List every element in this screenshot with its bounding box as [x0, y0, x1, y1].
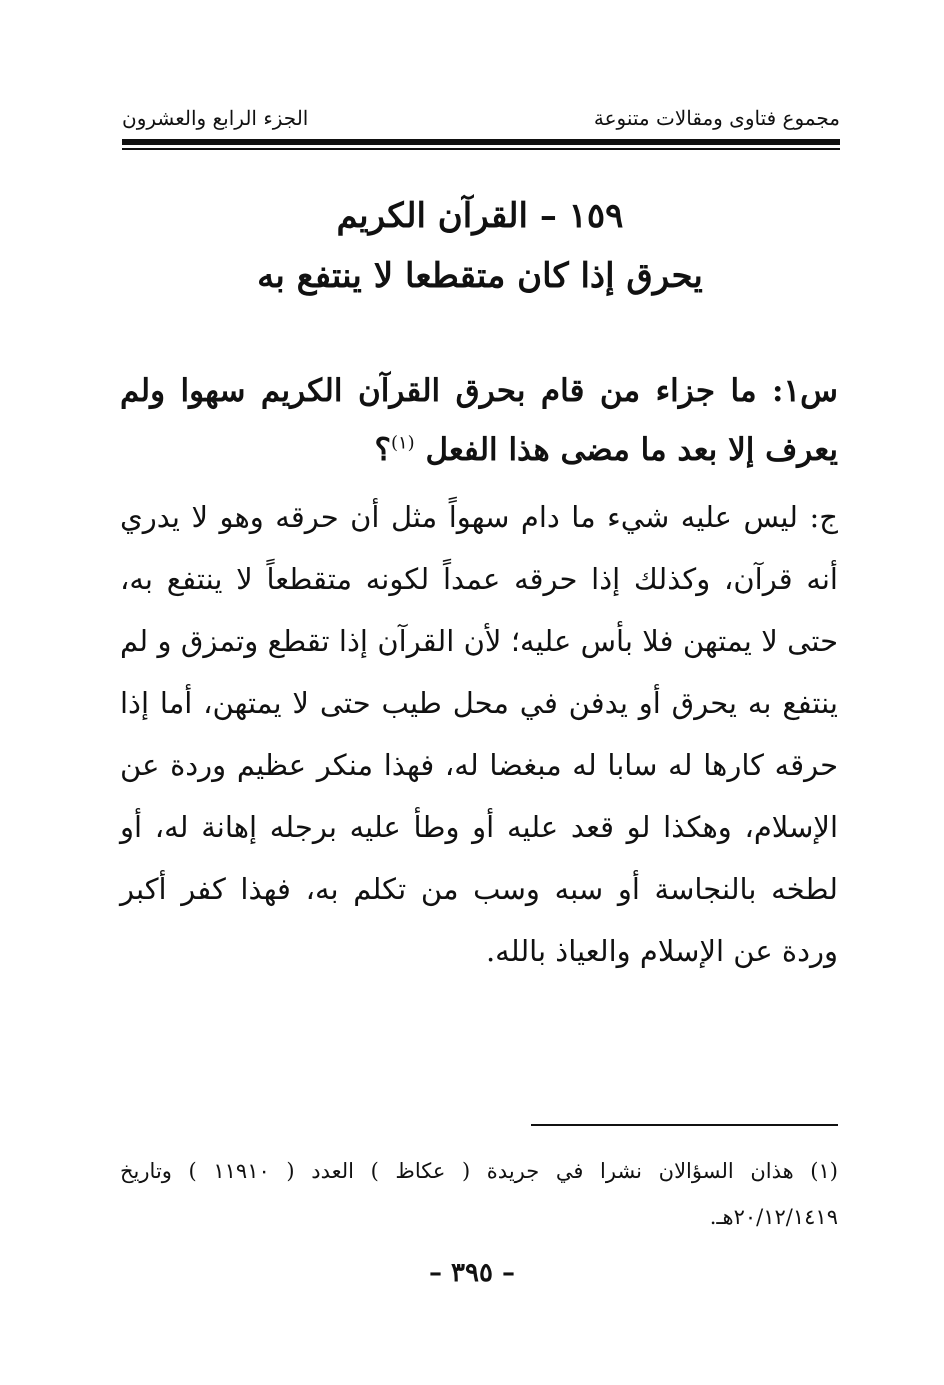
fatwa-body [120, 362, 838, 982]
question-paragraph [120, 362, 838, 480]
footnote-separator [531, 1124, 838, 1126]
title-line-2: يحرق إذا كان متقطعا لا ينتفع به [257, 256, 703, 296]
answer-paragraph: ج: ليس عليه شيء ما دام سهواً مثل أن حرقه وهو لا يدري أنه قرآن، وكذلك إذا حرقه عمداً لكونه متقطعاً لا ينتفع به، حتى لا يمتهن فلا بأس عليه؛ لأن القرآن إذا تقطع وتمزق و لم ينتفع به يحرق أو يدفن في محل طيب حتى لا يمتهن، أما إذا حرقه كارها له سابا له مبغضا له، فهذا منكر عظيم وردة عن الإسلام، وهكذا لو قعد عليه أو وطأ عليه برجله إهانة له، أو لطخه بالنجاسة أو سبه وسب من تكلم به، فهذا كفر أكبر وردة عن الإسلام والعياذ بالله. [120, 500, 838, 968]
part-label: الجزء الرابع والعشرون [122, 106, 309, 130]
title-line-1: ١٥٩ – القرآن الكريم [336, 196, 624, 236]
page-number: – ٣٩٥ – [428, 1258, 516, 1288]
question-text: س١: ما جزاء من قام بحرق القرآن الكريم سهوا ولم يعرف إلا بعد ما مضى هذا الفعل [120, 373, 838, 468]
book-title: مجموع فتاوى ومقالات متنوعة [593, 106, 840, 130]
header-rule-thick [122, 139, 840, 145]
header-rule-thin [122, 148, 840, 150]
question-mark: ؟ [374, 432, 391, 468]
footnote-reference: (١) [390, 432, 415, 454]
footnote: (١) هذان السؤالان نشرا في جريدة ( عكاظ ) العدد ( ١١٩١٠ ) وتاريخ ٢٠/١٢/١٤١٩هـ. [120, 1159, 838, 1229]
running-header [122, 106, 840, 136]
fatwa-title [120, 186, 840, 306]
